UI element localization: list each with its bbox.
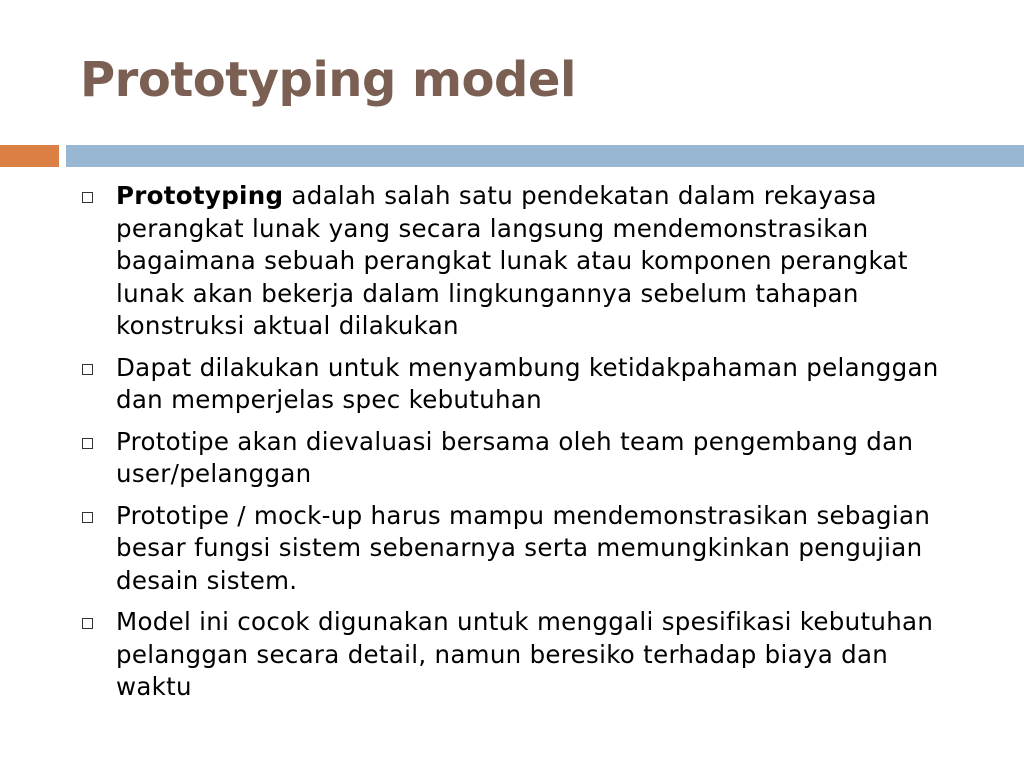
bullet-list bbox=[80, 180, 960, 713]
bullet-text: adalah salah satu pendekatan dalam rekayasa perangkat lunak yang secara langsung mendemonstrasikan bagaimana sebuah perangkat lunak atau komponen perangkat lunak akan bekerja dalam lingkungannya sebelum tahapan konstruksi aktual dilakukan bbox=[116, 181, 908, 340]
bullet-text: Dapat dilakukan untuk menyambung ketidakpahaman pelanggan dan memperjelas spec kebutuhan bbox=[116, 352, 939, 414]
hollow-square-bullet-icon bbox=[82, 512, 93, 523]
accent-bar-orange bbox=[0, 145, 59, 167]
bullet-item bbox=[80, 606, 960, 704]
hollow-square-bullet-icon bbox=[82, 618, 93, 629]
hollow-square-bullet-icon bbox=[82, 192, 93, 203]
bullet-item bbox=[80, 180, 960, 343]
bullet-text: Model ini cocok digunakan untuk menggali spesifikasi kebutuhan pelanggan secara detail, namun beresiko terhadap biaya dan waktu bbox=[116, 607, 934, 701]
bullet-item bbox=[80, 500, 960, 598]
bullet-text: Prototipe akan dievaluasi bersama oleh team pengembang dan user/pelanggan bbox=[116, 426, 914, 488]
accent-bar-blue bbox=[66, 145, 1024, 167]
hollow-square-bullet-icon bbox=[82, 364, 93, 375]
slide-title: Prototyping model bbox=[80, 52, 576, 108]
bullet-item bbox=[80, 352, 960, 417]
bullet-item bbox=[80, 426, 960, 491]
bullet-bold-term: Prototyping bbox=[116, 181, 284, 210]
hollow-square-bullet-icon bbox=[82, 438, 93, 449]
bullet-text: Prototipe / mock-up harus mampu mendemonstrasikan sebagian besar fungsi sistem sebenarnya serta memungkinkan pengujian desain sistem. bbox=[116, 500, 931, 595]
